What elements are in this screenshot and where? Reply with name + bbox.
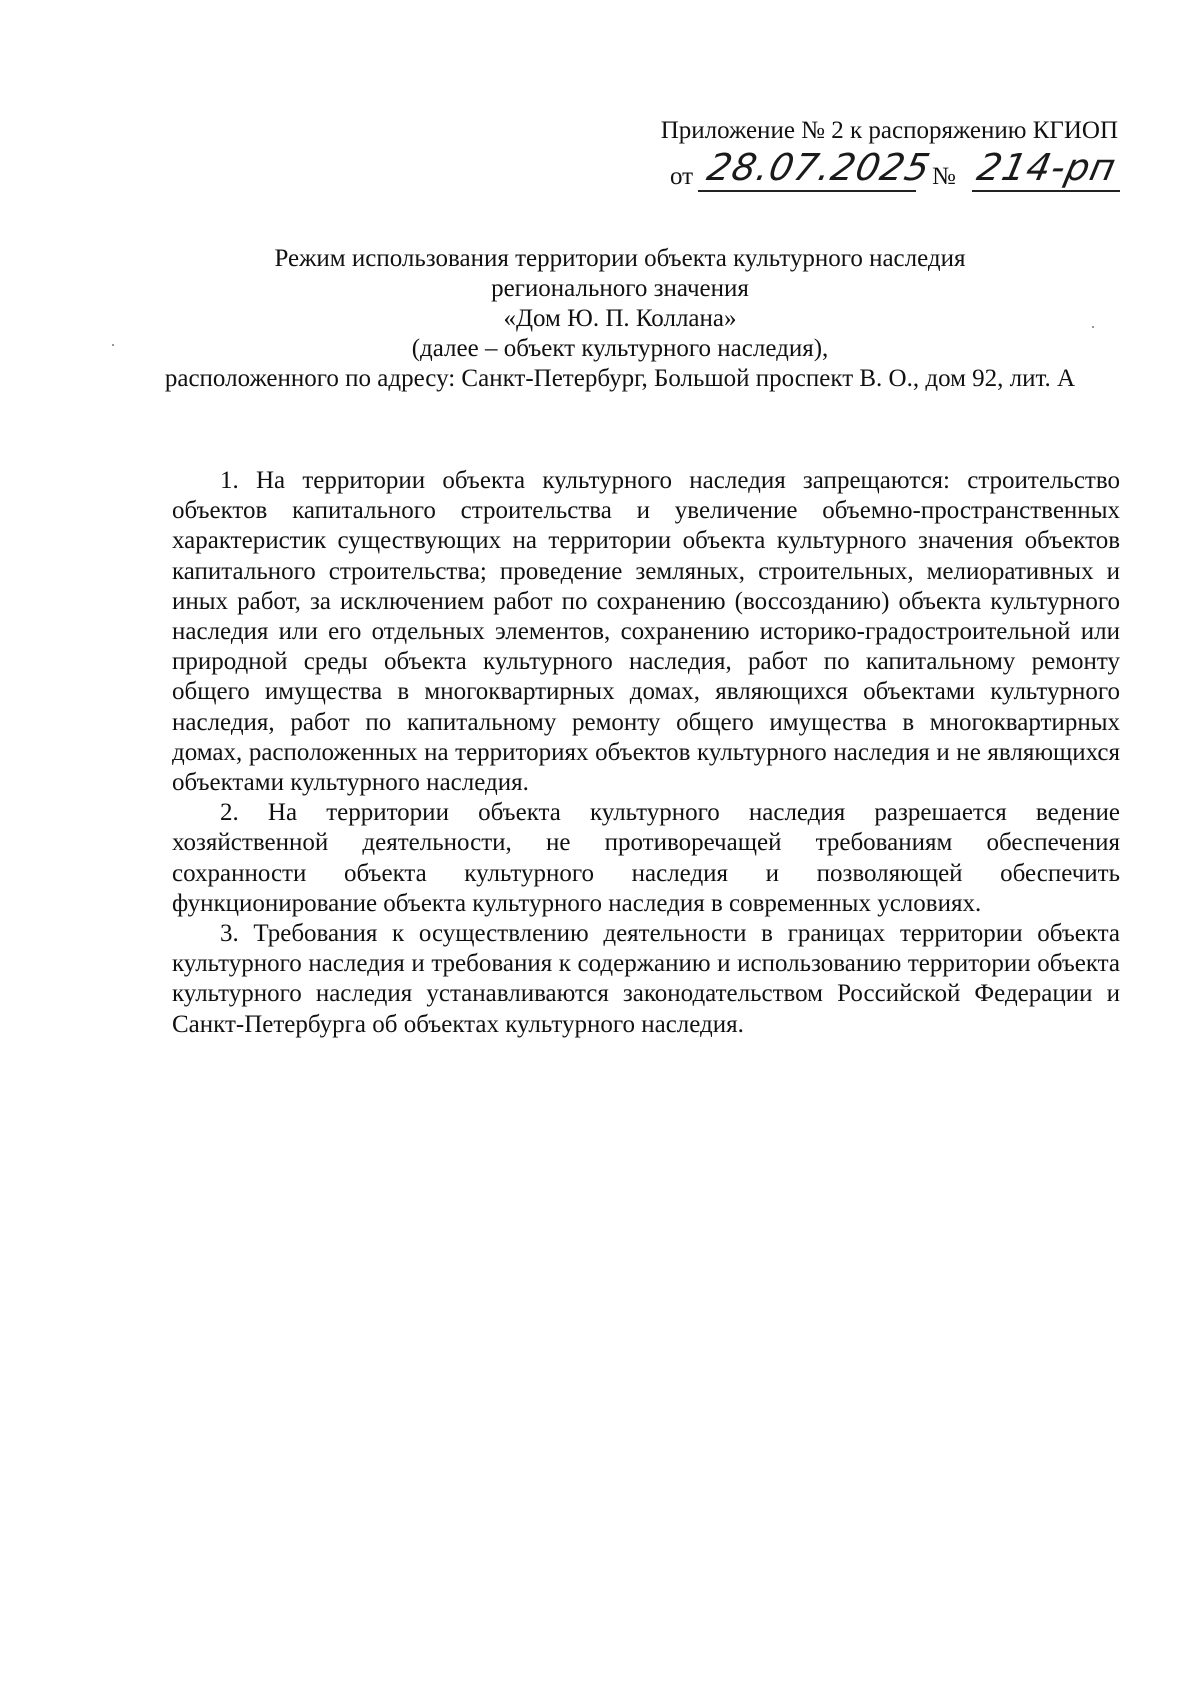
date-underline: [698, 190, 916, 192]
handwritten-date: 28.07.2025: [703, 146, 935, 189]
number-prefix: №: [932, 163, 956, 190]
title-line: расположенного по адресу: Санкт-Петербург, Большой проспект В. О., дом 92, лит. А: [164, 365, 1076, 392]
title-line: регионального значения: [491, 275, 749, 302]
scan-speck: [1092, 326, 1094, 328]
order-reference-line: [670, 146, 1121, 196]
title-line: «Дом Ю. П. Коллана»: [503, 305, 737, 332]
handwritten-order-number: 214-рп: [973, 146, 1121, 189]
paragraph-1: 1. На территории объекта культурного наследия запрещаются: строительство объектов капитального строительства и увеличение объемно-пространственных характеристик существующих на территории объекта культурного значения объектов капитального строительства; проведение земляных, строительных, мелиоративных и иных работ, за исключением работ по сохранению (воссозданию) объекта культурного наследия или его отдельных элементов, сохранению историко-градостроительной или природной среды объекта культурного наследия, работ по капитальному ремонту общего имущества в многоквартирных домах, являющихся объектами культурного наследия, работ по капитальному ремонту общего имущества в многоквартирных домах, расположенных на территориях объектов культурного наследия и не являющихся объектами культурного наследия.: [172, 467, 1120, 797]
paragraph-3: 3. Требования к осуществлению деятельности в границах территории объекта культурного наследия и требования к содержанию и использованию территории объекта культурного наследия устанавливаются законодательством Российской Федерации и Санкт-Петербурга об объектах культурного наследия.: [172, 920, 1120, 1038]
document-title: [90, 244, 1150, 394]
scan-speck: [112, 344, 114, 346]
document-body: [172, 466, 1120, 1040]
title-line: (далее – объект культурного наследия),: [411, 335, 829, 362]
paragraph-2: 2. На территории объекта культурного наследия разрешается ведение хозяйственной деятельности, не противоречащей требованиям обеспечения сохранности объекта культурного наследия и позволяющей обеспечить функционирование объекта культурного наследия в современных условиях.: [172, 799, 1120, 917]
date-prefix: от: [670, 163, 694, 190]
title-line: Режим использования территории объекта культурного наследия: [274, 245, 966, 272]
number-underline: [972, 190, 1120, 192]
appendix-reference: Приложение № 2 к распоряжению КГИОП: [660, 117, 1118, 144]
